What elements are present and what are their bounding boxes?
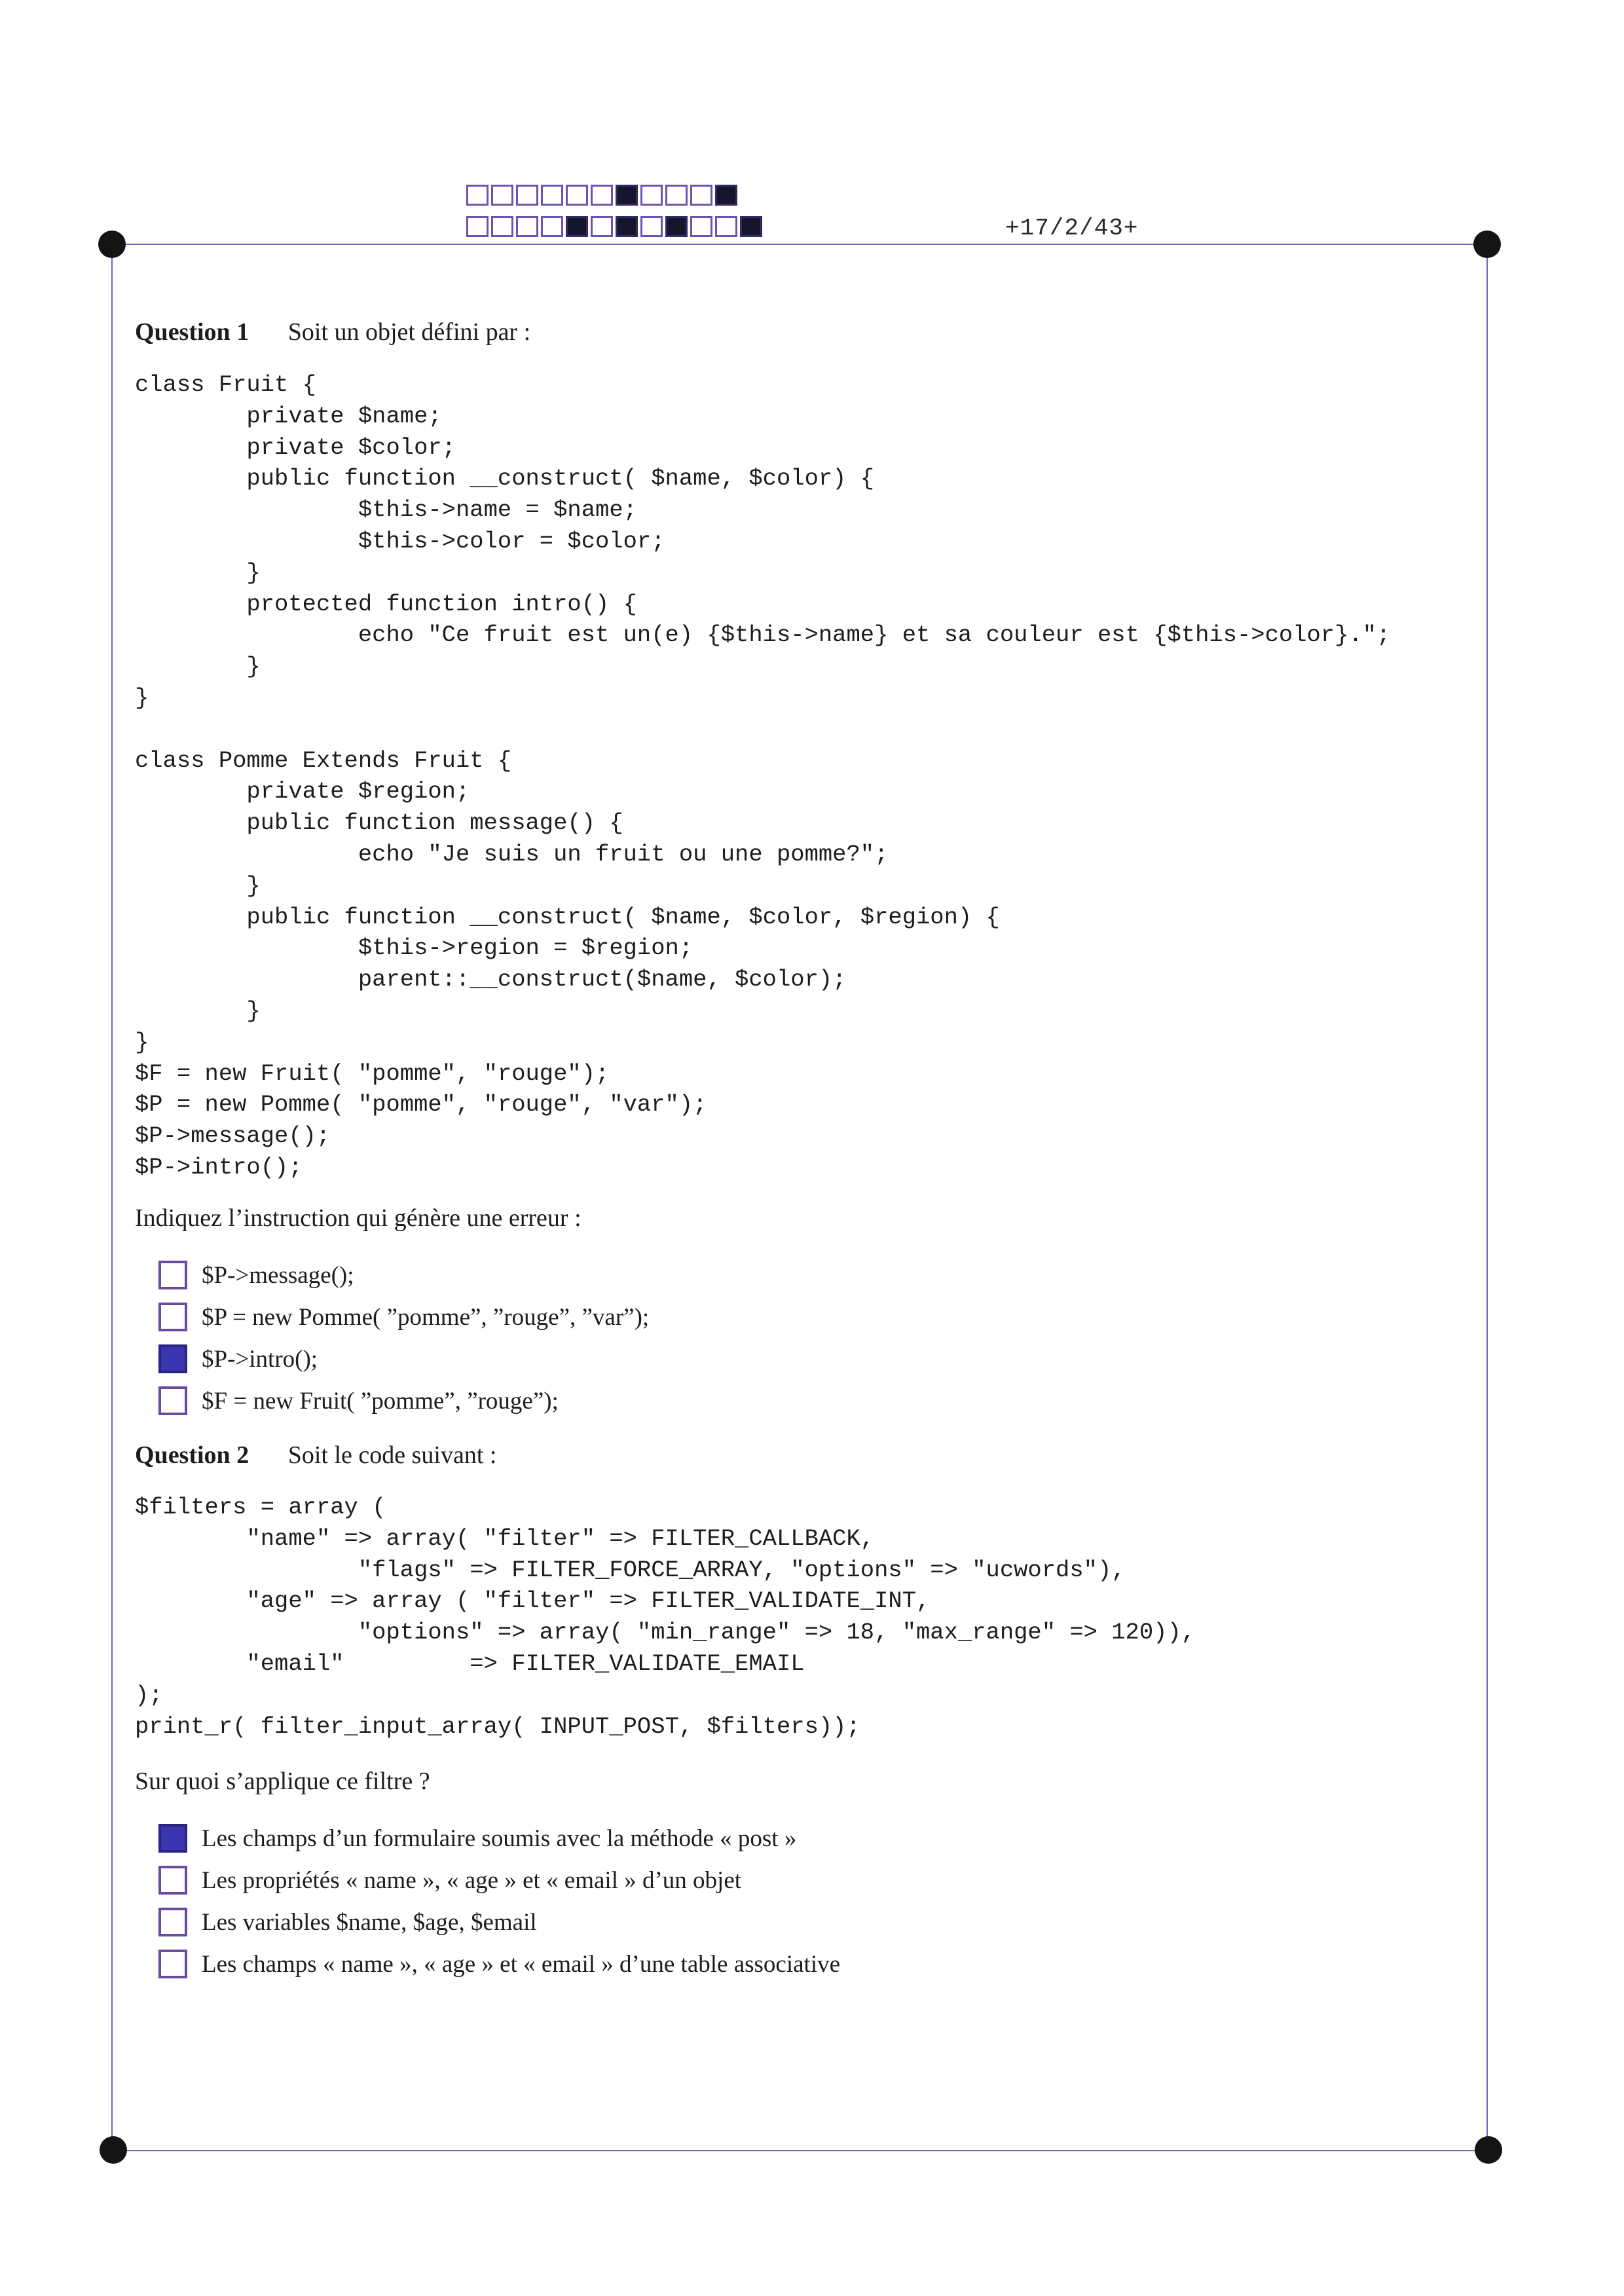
answer-option[interactable]: [158, 1338, 649, 1380]
answer-text: $P->intro();: [202, 1345, 318, 1373]
answer-text: Les champs d’un formulaire soumis avec la méthode « post »: [202, 1824, 797, 1852]
scan-code-row: [466, 216, 762, 237]
scan-code-cell: [715, 185, 737, 206]
question-1-code: class Fruit { private $name; private $color; public function __construct( $name, $color) { $this->name = $name; $this->color = $color; } protected function intro() { echo "Ce fruit est un(e) {$this->name} et sa couleur est {$this->color}."; } } class Pomme Extends Fruit { private $region; public function message() { echo "Je suis un fruit ou une pomme?"; } public function __construct( $name, $color, $region) { $this->region = $region; parent::__construct($name, $color); } } $F = new Fruit( "pomme", "rouge"); $P = new Pomme( "pomme", "rouge", "var"); $P->message(); $P->intro();: [135, 371, 1391, 1181]
registration-dot-bottom-right: [1475, 2136, 1502, 2164]
answer-checkbox[interactable]: [158, 1303, 187, 1331]
answer-option[interactable]: [158, 1254, 649, 1296]
answer-checkbox[interactable]: [158, 1866, 187, 1895]
answer-option[interactable]: [158, 1901, 840, 1943]
scan-code-cell: [616, 216, 638, 237]
answer-checkbox[interactable]: [158, 1950, 187, 1978]
question-2-intro: Soit le code suivant :: [287, 1441, 497, 1469]
scan-code-cell: [516, 185, 538, 206]
answer-text: $P->message();: [202, 1261, 354, 1289]
answer-option[interactable]: [158, 1380, 649, 1422]
scan-code-cell: [740, 216, 762, 237]
registration-dot-top-left: [98, 231, 126, 258]
question-2-title: Question 2: [135, 1441, 249, 1469]
scan-code-cell: [640, 216, 663, 237]
scan-code-cell: [616, 185, 638, 206]
frame-bottom-line: [113, 2150, 1488, 2151]
scan-code-cell: [541, 216, 563, 237]
scan-code-cell: [516, 216, 538, 237]
scan-code-cell: [566, 185, 588, 206]
scan-code-cell: [541, 185, 563, 206]
scan-code-cell: [466, 185, 489, 206]
registration-dot-bottom-left: [100, 2136, 127, 2164]
answer-checkbox[interactable]: [158, 1344, 187, 1373]
question-2-heading: [135, 1441, 496, 1470]
scan-code-cell: [715, 216, 737, 237]
scan-code-cell: [690, 185, 712, 206]
question-1-title: Question 1: [135, 318, 249, 346]
scan-code-cell: [591, 185, 613, 206]
answer-option[interactable]: [158, 1943, 840, 1985]
answer-option[interactable]: [158, 1859, 840, 1901]
question-2-answers: [158, 1817, 840, 1985]
frame-top-line: [111, 244, 1486, 245]
frame-left-line: [111, 244, 113, 2151]
answer-text: $F = new Fruit( ”pomme”, ”rouge”);: [202, 1387, 559, 1415]
scan-code-cell: [466, 216, 489, 237]
answer-checkbox[interactable]: [158, 1261, 187, 1289]
question-2-prompt: Sur quoi s’applique ce filtre ?: [135, 1768, 430, 1795]
answer-text: Les propriétés « name », « age » et « email » d’un objet: [202, 1866, 742, 1894]
answer-text: Les champs « name », « age » et « email » d’une table associative: [202, 1950, 841, 1978]
scan-code-cell: [491, 185, 513, 206]
scan-code-cell: [566, 216, 588, 237]
frame-right-line: [1486, 244, 1488, 2151]
answer-text: $P = new Pomme( ”pomme”, ”rouge”, ”var”);: [202, 1303, 650, 1331]
answer-checkbox[interactable]: [158, 1908, 187, 1936]
question-1-answers: [158, 1254, 649, 1422]
scan-code-cell: [591, 216, 613, 237]
scan-code-cell: [640, 185, 663, 206]
scan-code-row: [466, 185, 737, 206]
scan-code-cell: [491, 216, 513, 237]
scan-code-cell: [665, 185, 688, 206]
question-1-prompt: Indiquez l’instruction qui génère une erreur :: [135, 1204, 581, 1232]
scan-code-cell: [690, 216, 712, 237]
answer-text: Les variables $name, $age, $email: [202, 1908, 537, 1936]
scan-code-cell: [665, 216, 688, 237]
question-1-heading: [135, 318, 530, 346]
answer-option[interactable]: [158, 1817, 840, 1859]
registration-dot-top-right: [1473, 231, 1501, 258]
page-identifier: +17/2/43+: [1005, 215, 1139, 242]
answer-option[interactable]: [158, 1296, 649, 1338]
answer-checkbox[interactable]: [158, 1824, 187, 1853]
question-1-intro: Soit un objet défini par :: [287, 318, 531, 346]
answer-checkbox[interactable]: [158, 1386, 187, 1415]
question-2-code: $filters = array ( "name" => array( "filter" => FILTER_CALLBACK, "flags" => FILTER_FORCE_ARRAY, "options" => "ucwords"), "age" => array ( "filter" => FILTER_VALIDATE_INT, "options" => array( "min_range" => 18, "max_range" => 120)), "email" => FILTER_VALIDATE_EMAIL ); print_r( filter_input_array( INPUT_POST, $filters));: [135, 1494, 1196, 1740]
